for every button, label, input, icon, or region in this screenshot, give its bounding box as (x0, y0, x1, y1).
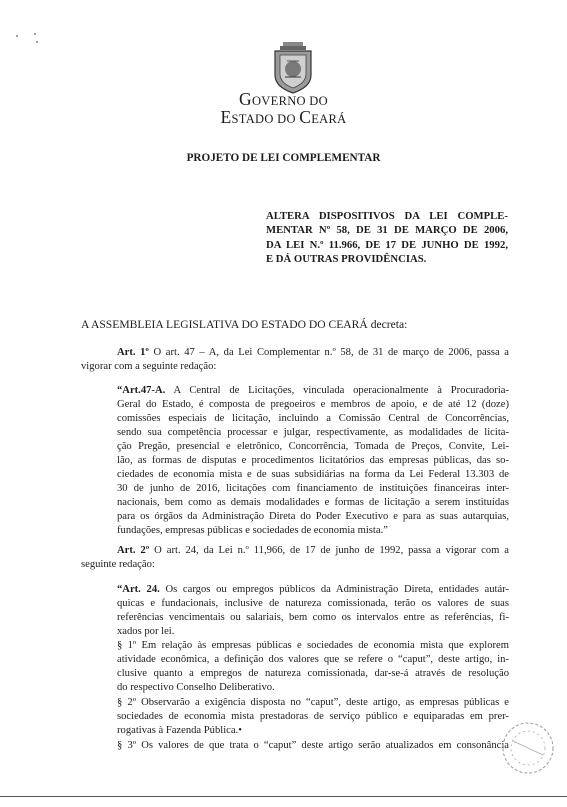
art47a-line: ciedades de economia mista e de suas subsidiárias na forma da Lei Federal 13.303 de (117, 469, 509, 480)
art24-line: xados por lei. (117, 626, 175, 637)
art47a-line: comissões especiais de licitação, incluindo a Comissão Central de Concorrências, (117, 413, 509, 424)
art47a-line: nacionais, bem como as demais modalidades e formas de licitação a serem instituídas (117, 497, 509, 508)
art47a-line: Geral do Estado, é composta de pregoeiros e membros de apoio, e de até 12 (doze) (117, 399, 509, 410)
ementa-line: E DÁ OUTRAS PROVIDÊNCIAS. (266, 252, 427, 265)
paragraph3-line: § 3º Os valores de que trata o “caput” deste artigo serão atualizados em consonância (117, 740, 509, 751)
paragraph2-line: § 2º Observarão a exigência disposta no “caput”, deste artigo, as empresas públicas e (117, 697, 509, 708)
art24-line: “Art. 24. Os cargos ou empregos públicos da Administração Direta, entidades autár- (117, 584, 509, 595)
ementa-line: ALTERA DISPOSITIVOS DA LEI COMPLE- (266, 210, 508, 222)
art47a-line: sendo sua competência processar e julgar, respectivamente, as modalidades de licita- (117, 427, 509, 438)
paragraph2-line: sociedades de economia mista prestadoras de serviço público e equiparadas em prer- (117, 711, 509, 722)
paragraph2-line: rogativas à Fazenda Pública.• (117, 725, 242, 736)
art47a-line: ção Pregão, presencial e eletrônico, Concorrência, Tomada de Preços, Convite, Lei- (117, 441, 509, 452)
art47a-line: 30 de junho de 2016, licitações com financiamento de instituições financeiras inter- (117, 483, 509, 494)
art47a-line: lão, as formas de disputas e procedimentos licitatórios das empresas públicas, das so- (117, 455, 509, 466)
art1-line: vigorar com a seguinte redação: (81, 361, 217, 372)
ementa-line: DA LEI N.º 11.966, DE 17 DE JUNHO DE 1992, (266, 238, 508, 251)
art24-line: referências vencimentais ou salariais, bem como os intervalos entre as referências, fi- (117, 612, 509, 623)
art1-line: Art. 1º O art. 47 – A, da Lei Complementar n.º 58, de 31 de março de 2006, passa a (117, 347, 509, 358)
preamble: A ASSEMBLEIA LEGISLATIVA DO ESTADO DO CEARÁ decreta: (81, 318, 408, 331)
header-governo-do: GOVERNO DO (239, 89, 328, 109)
art47a-line: para os órgãos da Administração Direta do Poder Executivo e para as suas autarquias, (117, 511, 509, 522)
ementa-line: MENTAR Nº 58, DE 31 DE MARÇO DE 2006, (266, 224, 508, 237)
paragraph1-line: § 1º Em relação às empresas públicas e sociedades de economia mista que explorem (117, 640, 509, 651)
art24-line: quicas e fundacionais, inclusive de natureza comissionada, terão os valores de suas (117, 598, 509, 609)
state-coat-of-arms-icon (271, 41, 315, 95)
art2-line: seguinte redação: (81, 559, 155, 570)
paragraph1-line: do respectivo Conselho Deliberativo. (117, 682, 275, 693)
header-estado-do-ceara: ESTADO DO CEARÁ (220, 107, 347, 127)
art47a-line: “Art.47-A. A Central de Licitações, vinculada operacionalmente à Procuradoria- (117, 385, 509, 396)
paragraph1-line: clusive quanto a empregos de natureza comissionada, dar-se-á através de resolução (117, 668, 509, 679)
document-title: PROJETO DE LEI COMPLEMENTAR (186, 152, 381, 164)
page-bottom-rule (0, 796, 567, 797)
paragraph1-line: atividade econômica, a definição dos valores que se refere o “caput”, deste artigo, in- (117, 654, 509, 665)
ementa (266, 209, 508, 266)
art47a-line: fundações, empresas públicas e sociedades de economia mista.” (117, 525, 388, 536)
protocol-stamp-icon (499, 719, 557, 777)
art2-line: Art. 2º O art. 24, da Lei n.º 11,966, de 17 de junho de 1992, passa a vigorar com a (117, 545, 509, 556)
corner-ink-marks (14, 30, 44, 50)
